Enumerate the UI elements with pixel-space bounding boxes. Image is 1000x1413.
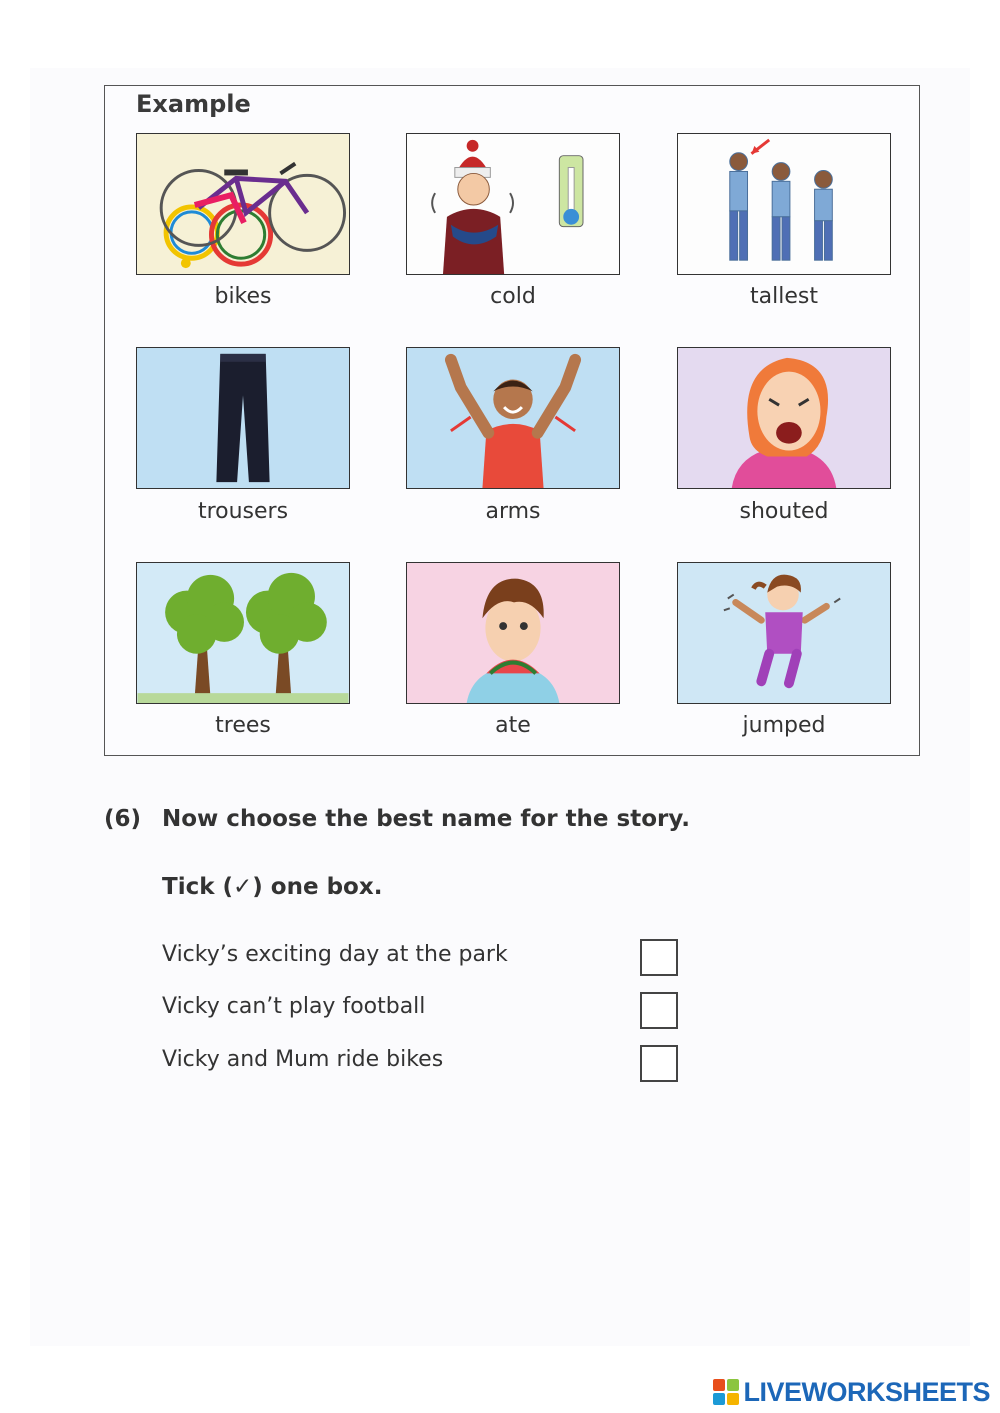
option-label-1: Vicky’s exciting day at the park	[162, 942, 508, 967]
shouting-girl-picture	[677, 347, 891, 489]
caption-arms: arms	[485, 499, 541, 524]
arms-picture	[406, 347, 620, 489]
bikes-picture	[136, 133, 350, 275]
option-label-2: Vicky can’t play football	[162, 994, 426, 1019]
caption-cold: cold	[490, 284, 536, 309]
liveworksheets-logo-icon	[713, 1379, 739, 1405]
tick-instruction: Tick (✓) one box.	[162, 874, 383, 900]
trees-picture	[136, 562, 350, 704]
example-title: Example	[136, 90, 251, 118]
trousers-picture	[136, 347, 350, 489]
option-label-3: Vicky and Mum ride bikes	[162, 1047, 444, 1072]
liveworksheets-logo	[713, 1377, 990, 1407]
boy-eating-picture	[406, 562, 620, 704]
caption-ate: ate	[495, 713, 531, 738]
question-number: (6)	[104, 806, 142, 832]
question-text: Now choose the best name for the story.	[162, 806, 690, 832]
caption-shouted: shouted	[739, 499, 829, 524]
caption-trousers: trousers	[197, 499, 289, 524]
tallest-boys-picture	[677, 133, 891, 275]
jumping-girl-picture	[677, 562, 891, 704]
caption-trees: trees	[215, 713, 271, 738]
tick-box-3[interactable]	[640, 1045, 678, 1082]
tick-box-2[interactable]	[640, 992, 678, 1029]
tick-box-1[interactable]	[640, 939, 678, 976]
caption-jumped: jumped	[742, 713, 826, 738]
liveworksheets-logo-text: LIVEWORKSHEETS	[743, 1376, 990, 1407]
caption-bikes: bikes	[214, 284, 272, 309]
caption-tallest: tallest	[750, 284, 818, 309]
cold-boy-picture	[406, 133, 620, 275]
